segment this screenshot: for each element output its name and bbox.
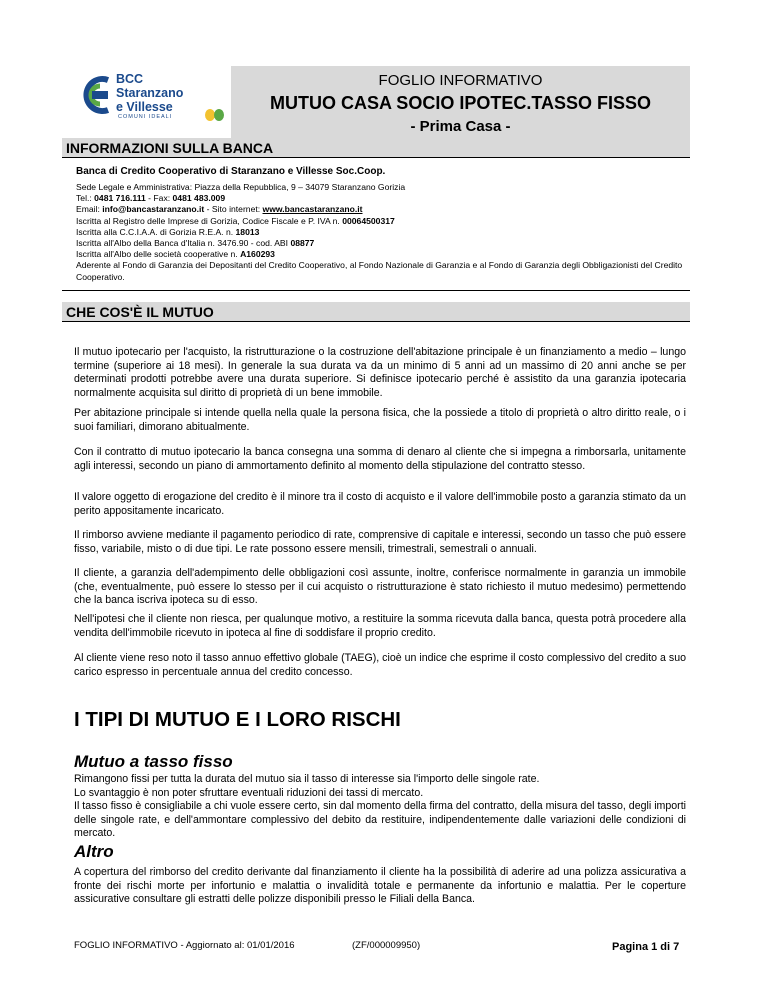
bank-tel: 0481 716.111 xyxy=(94,193,146,204)
bank-info-box xyxy=(62,159,690,291)
butterfly-icon xyxy=(204,108,226,122)
bank-registry: Iscritta al Registro delle Imprese di Gorizia, Codice Fiscale e P. IVA n. 00064500317 xyxy=(76,215,395,226)
bank-fax: 0481 483.009 xyxy=(172,193,226,204)
tipi-heading: I TIPI DI MUTUO E I LORO RISCHI xyxy=(74,708,401,731)
document-title: MUTUO CASA SOCIO IPOTEC.TASSO FISSO xyxy=(269,93,652,113)
logo-line2: Staranzano xyxy=(116,86,184,100)
bank-contacts: Tel.: 0481 716.111 - Fax: 0481 483.009 xyxy=(76,193,226,204)
bank-coop: Iscritta all'Albo delle società cooperative n. A160293 xyxy=(76,249,275,260)
bank-albo: Iscritta all'Albo della Banca d'Italia n. 3476.90 - cod. ABI 08877 xyxy=(76,238,315,249)
footer-code: (ZF/000009950) xyxy=(352,940,421,951)
mutuo-paragraph-4: Il valore oggetto di erogazione del credito è il minore tra il costo di acquisto e il valore dell'immobile posto a garanzia stimato da un perito appositamente incaricato. xyxy=(74,491,686,517)
mutuo-heading: CHE COS'È IL MUTUO xyxy=(62,302,690,322)
logo-tagline: COMUNI IDEALI xyxy=(118,114,173,120)
mutuo-paragraph-1: Il mutuo ipotecario per l'acquisto, la ristrutturazione o la costruzione dell'abitazione principale è un finanziamento a medio – lungo termine (superiore ai 18 mesi). In generale la sua durata va da un minimo di 5 anni ad un massimo di 20 anni anche se per determinati prodotti potrebbe avere una durata superiore. Si definisce ipotecario perché è assistito da una garanzia ipotecaria normalmente acquisita sul diritto di proprietà di un bene immobile. xyxy=(74,346,686,399)
mutuo-paragraph-7: Nell'ipotesi che il cliente non riesca, per qualunque motivo, a restituire la somma ricevuta dalla banca, questa potrà procedere alla vendita dell'immobile ricevuto in ipoteca al fine di soddisfare il proprio credito. xyxy=(74,613,686,639)
document-subtitle: - Prima Casa - xyxy=(410,118,511,135)
bank-name: Banca di Credito Cooperativo di Staranzano e Villesse Soc.Coop. xyxy=(76,166,386,177)
footer-updated: FOGLIO INFORMATIVO - Aggiornato al: 01/01/2016 xyxy=(74,940,295,951)
bank-website-link[interactable]: www.bancastaranzano.it xyxy=(262,204,363,215)
altro-paragraph: A copertura del rimborso del credito derivante dal finanziamento il cliente ha la possibilità di aderire ad una polizza assicurativa a fronte dei rischi morte per infortunio e malattia o invalidità totale e permanente da infortunio e malattia. Per le coperture assicurative consultare gli estratti delle polizze disponibili presso le Filiali della Banca. xyxy=(74,866,686,905)
bank-email-link[interactable]: info@bancastaranzano.it xyxy=(102,204,205,215)
bank-logo xyxy=(78,70,228,130)
mutuo-paragraph-2: Per abitazione principale si intende quella nella quale la persona fisica, che la possiede a titolo di proprietà o altro diritto reale, o i suoi familiari, dimorano abitualmente. xyxy=(74,407,686,433)
document-type: FOGLIO INFORMATIVO xyxy=(378,72,543,89)
mutuo-paragraph-8: Al cliente viene reso noto il tasso annuo effettivo globale (TAEG), cioè un indice che esprime il costo complessivo del credito a suo carico espresso in percentuale annua del credito concesso. xyxy=(74,652,686,678)
mutuo-paragraph-5: Il rimborso avviene mediante il pagamento periodico di rate, comprensive di capitale e interessi, secondo un tasso che può essere fisso, variabile, misto o di due tipi. Le rate possono essere mensili, trimestrali, semestrali o annuali. xyxy=(74,529,686,555)
mutuo-paragraph-3: Con il contratto di mutuo ipotecario la banca consegna una somma di denaro al cliente che si impegna a rimborsarla, unitamente agli interessi, secondo un piano di ammortamento definito al momento della stipulazione del contratto stesso. xyxy=(74,446,686,472)
logo-line1: BCC xyxy=(116,72,144,86)
bank-fondi: Aderente al Fondo di Garanzia dei Depositanti del Credito Cooperativo, al Fondo Nazionale di Garanzia e al Fondo di Garanzia degli Obbligazionisti del Credito Cooperativo. xyxy=(76,260,683,282)
bank-cciaa: Iscritta alla C.C.I.A.A. di Gorizia R.E.A. n. 18013 xyxy=(76,226,260,237)
bank-web: Email: info@bancastaranzano.it - Sito internet: www.bancastaranzano.it xyxy=(76,204,363,215)
tasso-fisso-heading: Mutuo a tasso fisso xyxy=(74,752,233,771)
bcc-logo-icon xyxy=(78,72,114,118)
altro-heading: Altro xyxy=(74,842,114,861)
page-number: Pagina 1 di 7 xyxy=(612,941,680,953)
logo-line3: e Villesse xyxy=(116,100,173,114)
tasso-fisso-paragraph: Rimangono fissi per tutta la durata del mutuo sia il tasso di interesse sia l'importo delle singole rate. Lo svantaggio è non poter sfruttare eventuali riduzioni dei tassi di mercato. Il tasso fisso è consigliabile a chi vuole essere certo, sin dal momento della firma del contratto, della misura del tasso, degli importi delle singole rate, e dell'ammontare complessivo del debito da restituire, indipendentemente dalle variazioni delle condizioni di mercato. xyxy=(74,773,686,839)
bank-address: Sede Legale e Amministrativa: Piazza della Repubblica, 9 – 34079 Staranzano Gorizia xyxy=(76,182,406,192)
document-title-box xyxy=(231,66,690,138)
bank-info-heading: INFORMAZIONI SULLA BANCA xyxy=(62,138,690,158)
mutuo-paragraph-6: Il cliente, a garanzia dell'adempimento delle obbligazioni così assunte, inoltre, conferisce normalmente in garanzia un immobile (che, eventualmente, può essere lo stesso per il cui acquisto o ristrutturazione è stato richiesto il mutuo medesimo) permettendo che la banca iscriva ipoteca su di esso. xyxy=(74,567,686,606)
